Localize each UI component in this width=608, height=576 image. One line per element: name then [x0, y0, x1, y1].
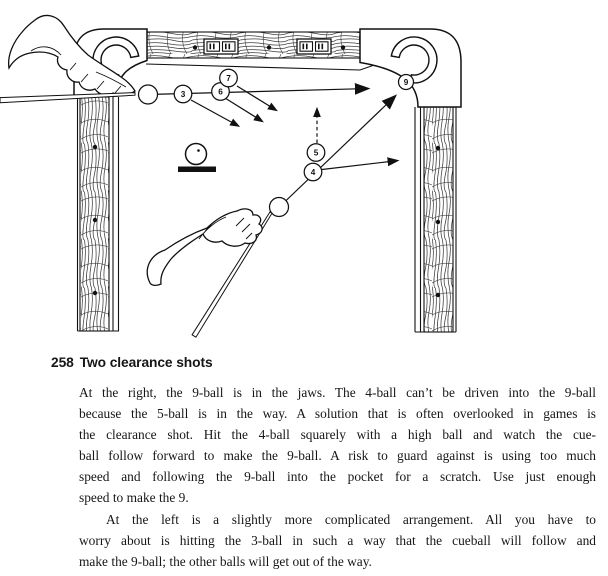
cue-ball-right [270, 198, 289, 217]
ball-4-number: 4 [310, 168, 316, 177]
ball-6-number: 6 [218, 87, 223, 97]
text-line: speed to make the 9. [79, 490, 189, 506]
cue-ball-left [139, 85, 158, 104]
score-counter-left [204, 39, 238, 54]
text-line: make the 9-ball; the other balls will get out of the way. [79, 553, 372, 569]
figure-number: 258 [51, 355, 74, 370]
cue-stick-left [0, 93, 135, 103]
ball-3-number: 3 [180, 90, 186, 99]
shot-lines [148, 86, 390, 204]
text-line: the clearance shot. Hit the 4-ball squarely with a high ball and watch the cue- [79, 427, 596, 443]
arrow-four-ball-path [322, 162, 390, 170]
body-text [79, 382, 596, 572]
right-rail [424, 107, 453, 332]
arrow-diagonal-to-nine-right-shot [283, 103, 388, 204]
text-line: worry about is hitting the 3-ball in such a way that the cueball will follow and [79, 532, 596, 548]
arrow-three-ball-scatter [191, 100, 233, 123]
ball-7-number: 7 [226, 74, 231, 83]
score-counter-right [297, 39, 331, 54]
text-line: At the right, the 9-ball is in the jaws. The 4-ball can’t be driven into the 9-ball [79, 385, 596, 400]
figure-heading [51, 356, 213, 370]
ball-5-number: 5 [313, 148, 319, 158]
spot-ball-marker [178, 144, 216, 173]
arrow-seven-ball-scatter [237, 86, 271, 107]
text-line: ball follow forward to make the 9-ball. A risk to guard against is using too much [79, 448, 596, 464]
figure-title: Two clearance shots [79, 355, 213, 370]
text-line: because the 5-ball is in the way. A solution that is often overlooked in games is [79, 406, 596, 422]
ball-9-number: 9 [403, 78, 409, 87]
cushion-lines [78, 62, 457, 332]
left-rail [80, 97, 109, 331]
corner-pocket-right [360, 29, 461, 107]
text-line: speed and following the 9-ball into the pocket for a scratch. Use just enough [79, 469, 596, 485]
arrow-six-ball-scatter [225, 98, 257, 118]
rail-diamonds [93, 45, 440, 297]
text-line: At the left is a slightly more complicated arrangement. All you have to [106, 511, 596, 527]
shooting-hand-right [147, 209, 262, 285]
